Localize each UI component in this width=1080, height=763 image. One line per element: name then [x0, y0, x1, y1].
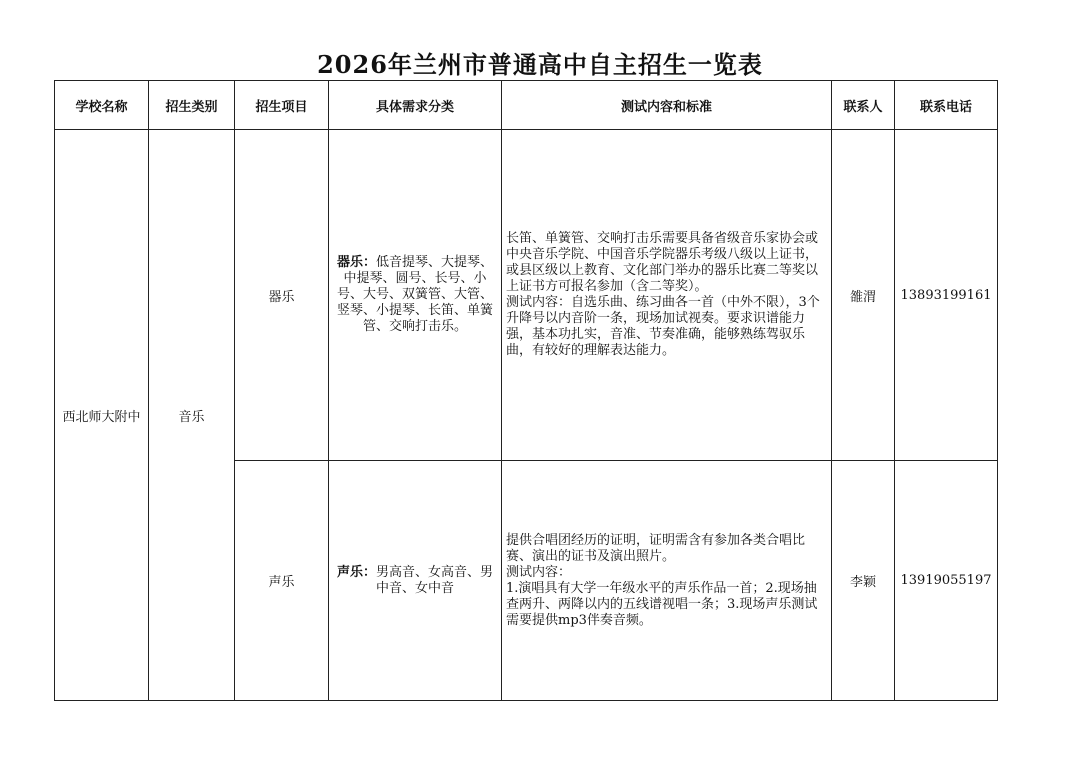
- standard-cell: 长笛、单簧管、交响打击乐需要具备省级音乐家协会或中央音乐学院、中国音乐学院器乐考级八级以上证书，或县区级以上教育、文化部门举办的器乐比赛二等奖以上证书方可报名参加（含二等奖）。 测试内容：自选乐曲、练习曲各一首（中外不限），3个升降号以内音阶一条，现场加试视奏。要求识谱能力强，基本功扎实，音准、节奏准确，能够熟练驾驭乐曲，有较好的理解表达能力。: [502, 130, 832, 461]
- phone-cell: 13893199161: [895, 130, 998, 461]
- header-phone: 联系电话: [895, 81, 998, 130]
- requirement-cell: [329, 461, 502, 701]
- header-requirement: 具体需求分类: [329, 81, 502, 130]
- table-row: [55, 130, 998, 461]
- contact-cell: 李颖: [832, 461, 895, 701]
- header-school: 学校名称: [55, 81, 149, 130]
- contact-cell: 雒渭: [832, 130, 895, 461]
- category-cell: 音乐: [149, 130, 235, 701]
- phone-cell: 13919055197: [895, 461, 998, 701]
- admission-table: [54, 80, 998, 701]
- requirement-label: 声乐：: [336, 564, 376, 580]
- header-standard: 测试内容和标准: [502, 81, 832, 130]
- header-project: 招生项目: [235, 81, 329, 130]
- requirement-text: 低音提琴、大提琴、中提琴、圆号、长号、小号、大号、双簧管、大管、竖琴、小提琴、长笛、单簧管、交响打击乐。: [336, 255, 494, 334]
- school-cell: 西北师大附中: [55, 130, 149, 701]
- project-cell: 器乐: [235, 130, 329, 461]
- header-category: 招生类别: [149, 81, 235, 130]
- standard-cell: 提供合唱团经历的证明，证明需含有参加各类合唱比赛、演出的证书及演出照片。 测试内容： 1.演唱具有大学一年级水平的声乐作品一首；2.现场抽查两升、两降以内的五线谱视唱一条；3.现场声乐测试需要提供mp3伴奏音频。: [502, 461, 832, 701]
- project-cell: 声乐: [235, 461, 329, 701]
- requirement-label: 器乐：: [336, 255, 376, 270]
- page-title: 2026年兰州市普通高中自主招生一览表: [317, 50, 763, 79]
- header-contact: 联系人: [832, 81, 895, 130]
- requirement-text: 男高音、女高音、男中音、女中音: [375, 564, 494, 596]
- table-header-row: [55, 81, 998, 130]
- requirement-cell: [329, 130, 502, 461]
